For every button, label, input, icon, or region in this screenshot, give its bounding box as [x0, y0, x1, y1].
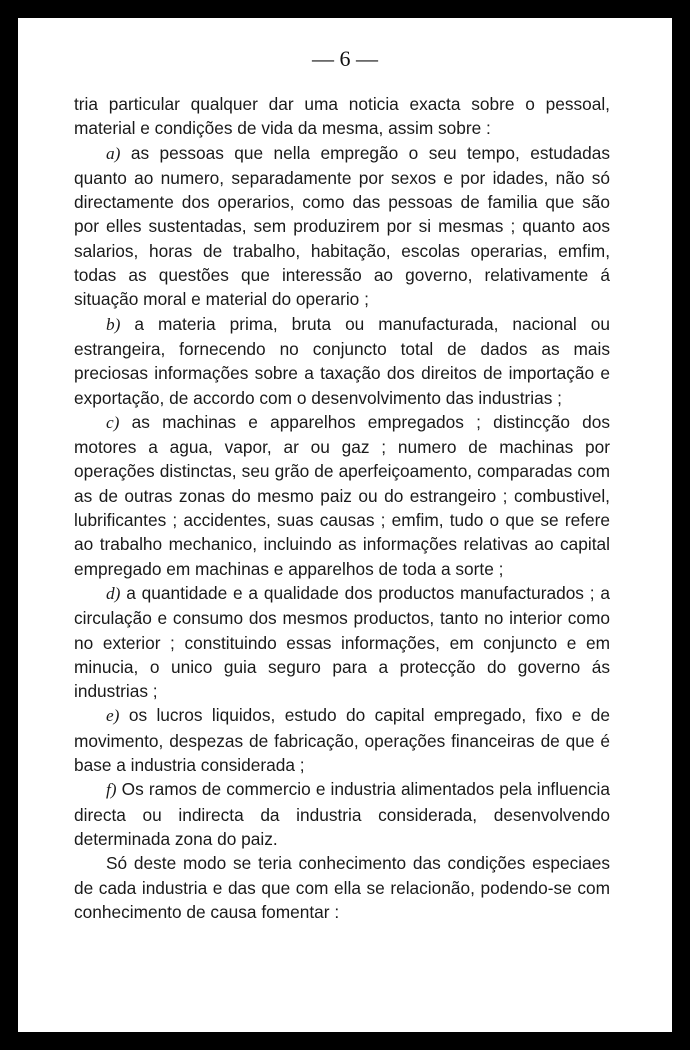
paragraph-e-text: os lucros liquidos, estudo do capital empregado, fixo e de movimento, despezas de fabricação, operações financeiras de que é base a industria considerada ; [74, 705, 610, 776]
item-label-b: b) [106, 314, 121, 334]
paragraph-d [74, 581, 610, 703]
item-label-d: d) [106, 583, 121, 603]
paragraph-intro-text: tria particular qualquer dar uma noticia exacta sobre o pessoal, material e condições de vida da mesma, assim sobre : [74, 94, 610, 139]
paragraph-f [74, 777, 610, 851]
paragraph-f-text: Os ramos de commercio e industria alimentados pela influencia directa ou indirecta da industria considerada, desenvolvendo determinada zona do paiz. [74, 779, 610, 849]
body-text [74, 92, 610, 924]
paragraph-d-text: a quantidade e a qualidade dos productos manufacturados ; a circulação e consumo dos mesmos productos, tanto no interior como no exterior ; constituindo essas informações, em conjuncto e em minucia, o unico guia seguro para a protecção do governo ás industrias ; [74, 582, 610, 702]
paragraph-c [74, 410, 610, 581]
paragraph-intro [74, 92, 610, 141]
paragraph-b-text: a materia prima, bruta ou manufacturada, nacional ou estrangeira, fornecendo no conjuncto total de dados as mais preciosas informações sobre a taxação dos direitos de importação e exportação, de accordo com o desenvolvimento das industrias ; [74, 313, 610, 408]
paragraph-closing-text: Só deste modo se teria conhecimento das condições especiaes de cada industria e das que com ella se relacionão, podendo-se com conhecimento de causa fomentar : [74, 853, 610, 922]
item-label-f: f) [106, 780, 117, 800]
paragraph-b [74, 312, 610, 410]
item-label-c: c) [106, 412, 120, 432]
page-number: — 6 — [312, 46, 378, 71]
document-page [18, 18, 672, 1032]
paragraph-c-text: as machinas e apparelhos empregados ; distincção dos motores a agua, vapor, ar ou gaz ; numero de machinas por operações distinctas, seu grão de aperfeiçoamento, comparadas com as de outras zonas do mesmo paiz ou do estrangeiro ; combustivel, lubrificantes ; accidentes, suas causas ; emfim, tudo o que se refere ao trabalho mechanico, incluindo as informações relativas ao capital empregado em machinas e apparelhos de toda a sorte ; [74, 411, 610, 579]
paragraph-e [74, 703, 610, 777]
paragraph-a-text: as pessoas que nella empregão o seu tempo, estudadas quanto ao numero, separadamente por sexos e por idades, não só directamente dos operarios, como das pessoas de familia que são por elles sustentadas, sem produzirem por si mesmas ; quanto aos salarios, horas de trabalho, habitação, escolas operarias, emfim, todas as questões que interessão ao governo, relativamente á situação moral e material do operario ; [74, 142, 610, 310]
item-label-a: a) [106, 143, 121, 163]
item-label-e: e) [106, 706, 120, 726]
paragraph-closing [74, 851, 610, 924]
paragraph-a [74, 141, 610, 312]
